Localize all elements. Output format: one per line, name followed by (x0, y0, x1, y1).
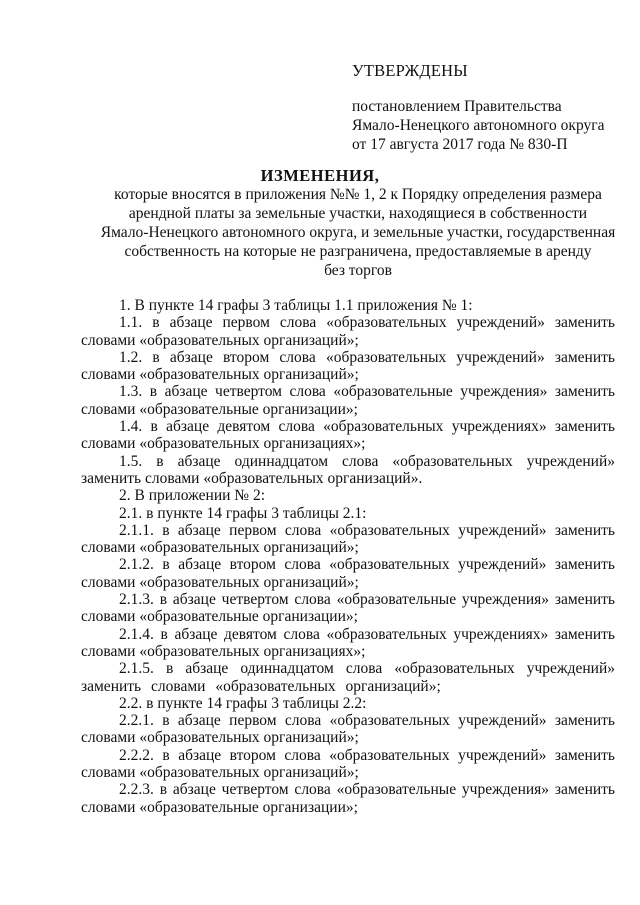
paragraph-2-1-4: 2.1.4. в абзаце девятом слова «образовательных учреждениях» заменить словами «образовательных организациях»; (81, 625, 615, 660)
paragraph-2: 2. В приложении № 2: (119, 487, 266, 505)
paragraph-1-5: 1.5. в абзаце одиннадцатом слова «образовательных учреждений» заменить словами «образовательных организаций». (81, 452, 615, 487)
paragraph-2-2-1: 2.2.1. в абзаце первом слова «образовательных учреждений» заменить словами «образовательных организаций»; (81, 712, 615, 747)
subtitle-line: которые вносятся в приложения №№ 1, 2 к Порядку определения размера (114, 186, 602, 203)
subtitle-line: Ямало-Ненецкого автономного округа, и земельные участки, государственная (100, 224, 616, 241)
paragraph-1-1: 1.1. в абзаце первом слова «образовательных учреждений» заменить словами «образовательных организаций»; (81, 314, 615, 349)
document-subtitle (96, 185, 620, 280)
paragraph-2-1-1: 2.1.1. в абзаце первом слова «образовательных учреждений» заменить словами «образовательных организаций»; (81, 521, 615, 557)
paragraph-2-1-2: 2.1.2. в абзаце втором слова «образовательных учреждений» заменить словами «образовательных организаций»; (81, 556, 615, 591)
approval-line: постановлением Правительства (352, 98, 562, 115)
approval-block (352, 97, 604, 154)
paragraph-1: 1. В пункте 14 графы 3 таблицы 1.1 приложения № 1: (119, 297, 473, 314)
paragraph-2-2-2: 2.2.2. в абзаце втором слова «образовательных учреждений» заменить словами «образовательных организаций»; (81, 746, 615, 782)
paragraph-2-1: 2.1. в пункте 14 графы 3 таблицы 2.1: (119, 504, 367, 522)
paragraph-1-3: 1.3. в абзаце четвертом слова «образовательные учреждения» заменить словами «образовательные организации»; (81, 383, 615, 418)
paragraph-2-1-5: 2.1.5. в абзаце одиннадцатом слова «образовательных учреждений» заменить словами «образовательных организаций»; (81, 660, 615, 695)
subtitle-line: собственность на которые не разграничена, предоставляемые в аренду (124, 243, 592, 260)
approval-line: Ямало-Ненецкого автономного округа (352, 117, 605, 134)
subtitle-line: арендной платы за земельные участки, находящиеся в собственности (128, 205, 588, 222)
paragraph-1-4: 1.4. в абзаце девятом слова «образовательных учреждениях» заменить словами «образовательных организациях»; (81, 418, 615, 453)
paragraph-2-2-3: 2.2.3. в абзаце четвертом слова «образовательные учреждения» заменить словами «образовательные организации»; (81, 781, 615, 816)
document-title: ИЗМЕНЕНИЯ, (260, 166, 380, 185)
approved-stamp: УТВЕРЖДЕНЫ (352, 61, 468, 80)
paragraph-1-2: 1.2. в абзаце втором слова «образовательных учреждений» заменить словами «образовательных организаций»; (81, 348, 615, 384)
paragraph-2-1-3: 2.1.3. в абзаце четвертом слова «образовательные учреждения» заменить словами «образовательные организации»; (81, 591, 615, 626)
document-body (81, 297, 615, 816)
paragraph-2-2: 2.2. в пункте 14 графы 3 таблицы 2.2: (119, 694, 367, 712)
subtitle-line: без торгов (324, 262, 392, 279)
approval-line: от 17 августа 2017 года № 830-П (352, 136, 568, 153)
